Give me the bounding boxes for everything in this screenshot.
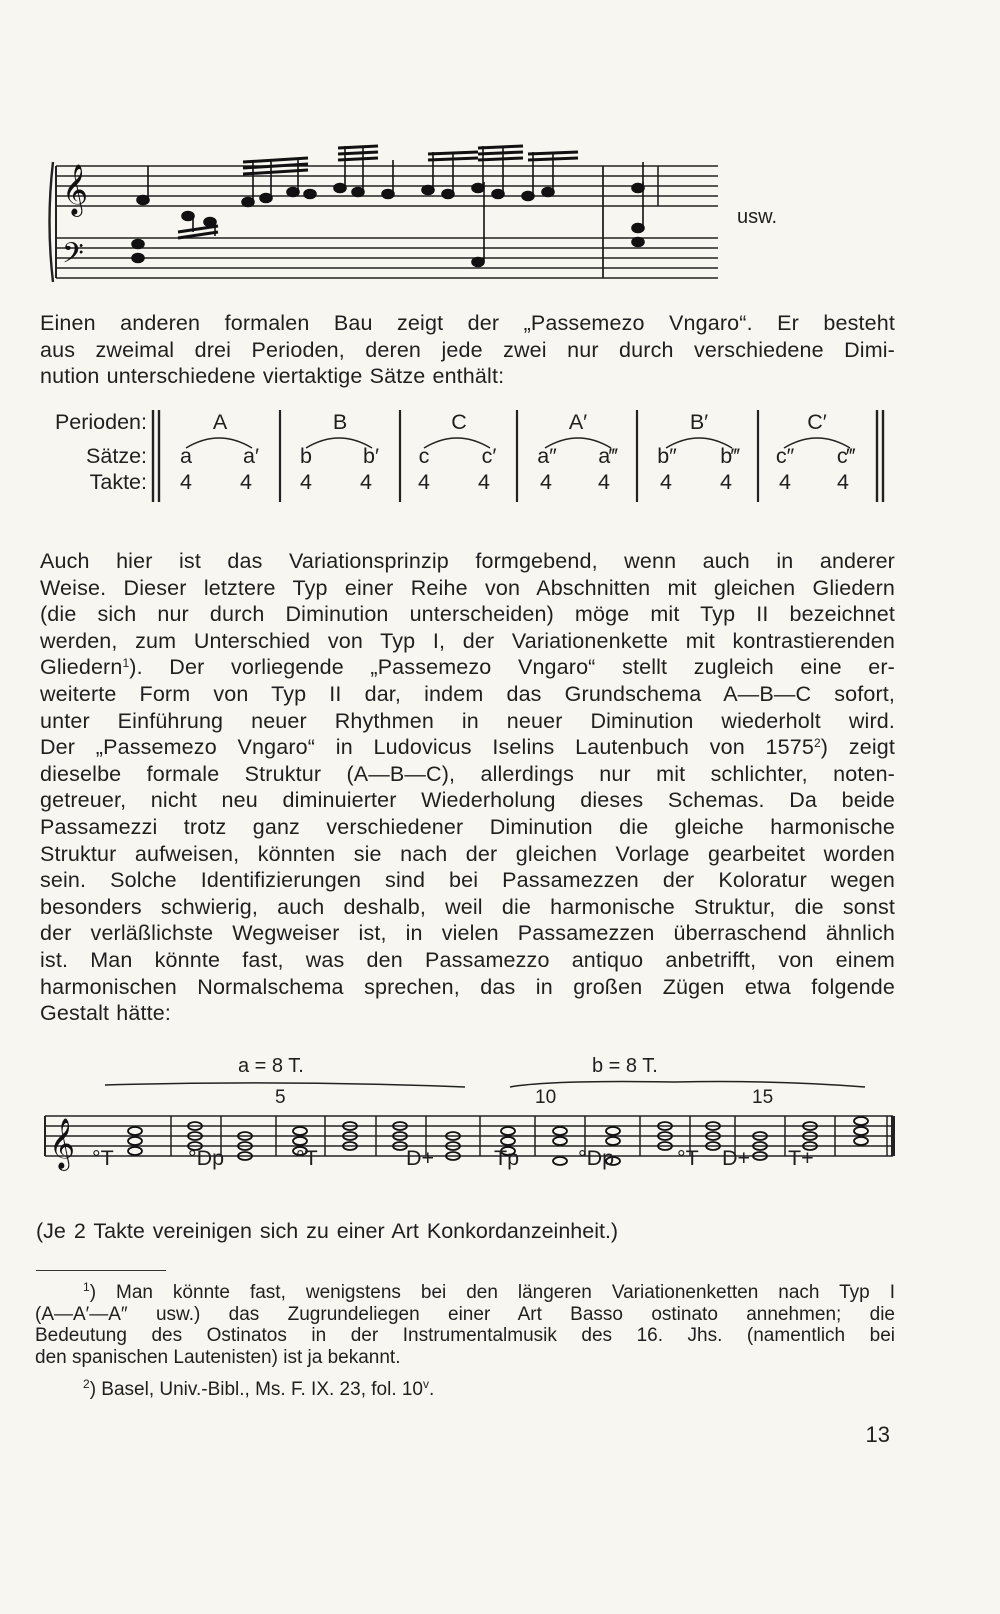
takt-cell: 4 — [779, 470, 791, 494]
footnote-2 — [35, 1379, 895, 1401]
function-label: °Dp — [578, 1146, 615, 1170]
satz-cell: a″ — [537, 444, 557, 468]
function-label: D+ — [722, 1146, 751, 1170]
text-line: der verläßlichste Wegweiser ist, in vielen Passamezzen überraschend ähnlich — [40, 921, 895, 946]
takt-cell: 4 — [540, 470, 552, 494]
takt-cell: 4 — [360, 470, 372, 494]
satz-cell: a‴ — [598, 444, 618, 468]
footnote-text: ) Basel, Univ.-Bibl., Ms. F. IX. 23, fol. 10 — [89, 1379, 424, 1400]
text-line-with-footnote — [40, 734, 895, 761]
text-line: unter Einführung neuer Rhythmen in neuer Diminution wiederholt wird. — [40, 708, 895, 733]
bar-number-5: 5 — [275, 1087, 286, 1108]
music-example-2 — [35, 1070, 905, 1180]
function-label: T+ — [788, 1146, 814, 1170]
function-label: °T — [677, 1146, 699, 1170]
text-line: harmonischen Normalschema sprechen, das in großen Zügen etwa folgende — [40, 974, 895, 999]
function-label: D+ — [406, 1146, 435, 1170]
period-name: B — [332, 410, 348, 434]
text-line: getreuer, nicht neu diminuierter Wiederholung dieses Schemas. Da beide — [40, 788, 895, 813]
footnote-mark: 1 — [83, 1280, 90, 1294]
satz-cell: a′ — [243, 444, 259, 468]
takt-cell: 4 — [598, 470, 610, 494]
takt-cell: 4 — [478, 470, 490, 494]
text-line-with-footnote — [40, 654, 895, 681]
usw-label: usw. — [737, 206, 778, 228]
takt-cell: 4 — [720, 470, 732, 494]
period-name: A — [212, 410, 228, 434]
footnote-1 — [35, 1282, 895, 1368]
text-fragment: Der „Passemezo Vngaro“ in Ludovicus Iselins Lautenbuch von 1575 — [40, 735, 814, 760]
text-line: nution unterschiedene viertaktige Sätze enthält: — [40, 364, 505, 389]
label-b-8t: b = 8 T. — [592, 1055, 658, 1077]
text-line: Weise. Dieser letztere Typ einer Reihe von Abschnitten mit gleichen Gliedern — [40, 575, 895, 600]
satz-cell: c — [418, 444, 430, 468]
footnote-ref-2[interactable]: 2 — [813, 736, 821, 751]
footnote-separator — [36, 1270, 166, 1271]
takt-cell: 4 — [418, 470, 430, 494]
text-line: weiterte Form von Typ II dar, indem das Grundschema A—B—C sofort, — [40, 681, 895, 706]
satz-cell: b′ — [363, 444, 379, 468]
footnote-mark: 2 — [83, 1377, 90, 1391]
satz-cell: a — [180, 444, 192, 468]
caption: (Je 2 Takte vereinigen sich zu einer Art Konkordanzeinheit.) — [36, 1219, 619, 1243]
text-line: Einen anderen formalen Bau zeigt der „Passemezo Vngaro“. Er besteht — [40, 311, 895, 335]
function-label: °Dp — [188, 1146, 225, 1170]
satz-cell: c′ — [481, 444, 497, 468]
music-example-1 — [48, 132, 748, 302]
takt-cell: 4 — [837, 470, 849, 494]
paragraph-1 — [40, 310, 895, 390]
takt-cell: 4 — [300, 470, 312, 494]
folio-verso-mark: v — [423, 1377, 430, 1391]
bar-number-10: 10 — [535, 1087, 557, 1108]
periods-table — [0, 410, 1000, 520]
period-name: C′ — [807, 410, 827, 434]
takt-cell: 4 — [180, 470, 192, 494]
row-label-saetze: Sätze: — [86, 444, 147, 468]
text-line: aus zweimal drei Perioden, deren jede zwei nur durch verschiedene Dimi- — [40, 337, 895, 362]
function-label: Tp — [494, 1146, 520, 1170]
footnote-end: . — [429, 1379, 435, 1400]
satz-cell: c″ — [775, 444, 795, 468]
takt-cell: 4 — [660, 470, 672, 494]
takt-cell: 4 — [240, 470, 252, 494]
satz-cell: c‴ — [836, 444, 856, 468]
text-line: besonders schwierig, auch deshalb, weil die harmonische Struktur, die sonst — [40, 894, 895, 919]
text-line: dieselbe formale Struktur (A—B—C), allerdings nur mit schlichter, noten- — [40, 761, 895, 786]
bar-number-15: 15 — [752, 1087, 774, 1108]
function-label: °T — [296, 1146, 318, 1170]
text-line: werden, zum Unterschied von Typ I, der Variationenkette mit kontrastierenden — [40, 628, 895, 653]
footnote-line: (A—A′—A″ usw.) das Zugrundeliegen einer Art Basso ostinato annehmen; die — [35, 1303, 895, 1325]
text-fragment: Gliedern — [40, 655, 123, 680]
footnote-line — [35, 1379, 895, 1401]
text-fragment: ) zeigt — [820, 735, 895, 760]
svg-text:𝄞: 𝄞 — [49, 1118, 76, 1169]
row-label-perioden: Perioden: — [54, 410, 147, 434]
row-label-takte: Takte: — [89, 470, 147, 494]
text-line: (die sich nur durch Diminution unterscheiden) möge mit Typ II bezeichnet — [40, 602, 895, 627]
footnote-line: den spanischen Lautenisten) ist ja bekannt. — [35, 1346, 401, 1368]
label-a-8t: a = 8 T. — [238, 1055, 304, 1077]
satz-cell: b″ — [657, 444, 677, 468]
text-line: Struktur aufweisen, könnten sie nach der gleichen Vorlage gearbeitet worden — [40, 841, 895, 866]
text-line: Passamezzi trotz ganz verschiedener Diminution die gleiche harmonische — [40, 814, 895, 839]
text-line: Auch hier ist das Variationsprinzip formgebend, wenn auch in anderer — [40, 549, 895, 573]
svg-text:𝄢: 𝄢 — [62, 237, 84, 277]
page-number: 13 — [865, 1422, 890, 1447]
period-name: A′ — [568, 410, 588, 434]
paragraph-2 — [40, 548, 895, 1027]
period-name: C — [451, 410, 467, 434]
function-label: °T — [92, 1146, 114, 1170]
satz-cell: b‴ — [720, 444, 740, 468]
text-line: sein. Solche Identifizierungen sind bei Passamezzen der Koloratur wegen — [40, 868, 895, 893]
footnote-line — [35, 1282, 895, 1304]
satz-cell: b — [300, 444, 312, 468]
text-line: ist. Man könnte fast, was den Passamezzo antiquo anbetrifft, von einem — [40, 947, 895, 972]
text-fragment: ). Der vorliegende „Passemezo Vngaro“ stellt zugleich eine er- — [129, 655, 895, 680]
footnote-text: ) Man könnte fast, wenigstens bei den längeren Variationenketten nach Typ I — [89, 1282, 895, 1303]
footnote-ref-1[interactable]: 1 — [122, 656, 130, 671]
footnote-line: Bedeutung des Ostinatos in der Instrumentalmusik des 16. Jhs. (namentlich bei — [35, 1325, 895, 1347]
period-name: B′ — [689, 410, 709, 434]
svg-text:𝄞: 𝄞 — [62, 164, 89, 215]
text-line: Gestalt hätte: — [40, 1001, 171, 1026]
